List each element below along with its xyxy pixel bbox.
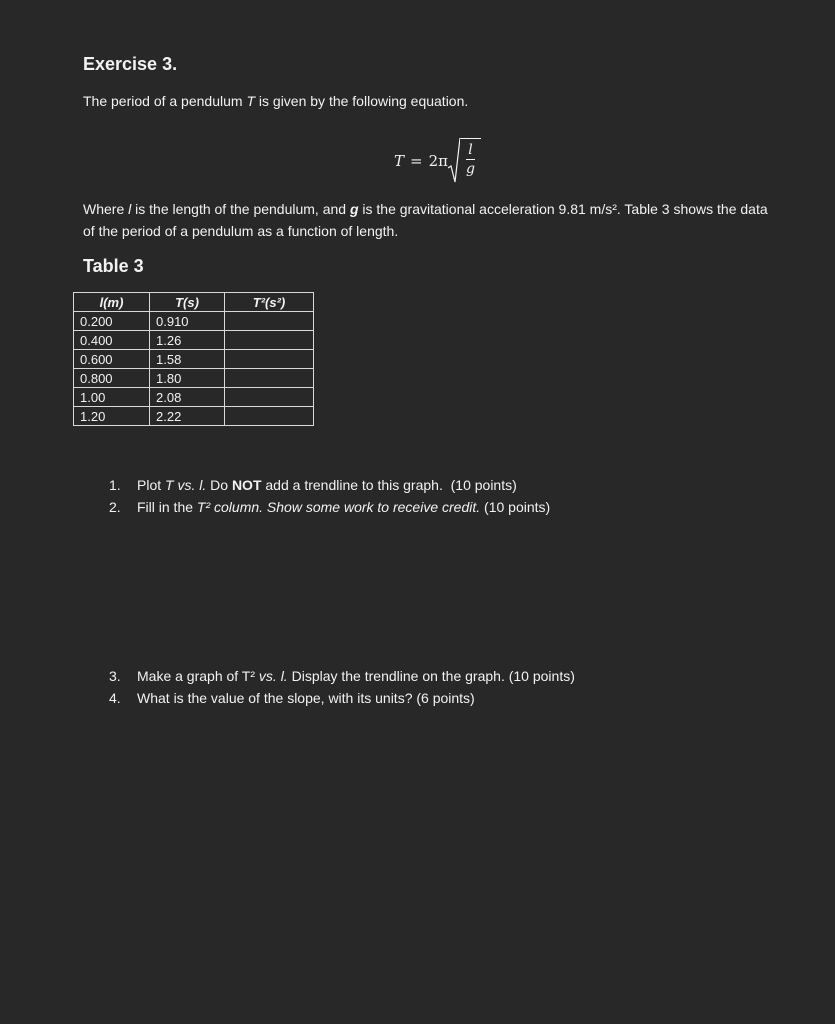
- question-list-1: [109, 474, 550, 518]
- table-row: [74, 312, 314, 331]
- question-segment: Do: [206, 477, 232, 493]
- question-item: [109, 687, 575, 709]
- cell-period: 1.26: [150, 331, 225, 350]
- fraction: [460, 138, 481, 184]
- question-segment: Plot: [137, 477, 166, 493]
- question-text: [137, 668, 575, 684]
- desc-var-g: g: [349, 201, 359, 217]
- cell-period: 1.80: [150, 369, 225, 388]
- cell-length: 0.400: [74, 331, 150, 350]
- cell-length: 0.800: [74, 369, 150, 388]
- cell-period: 0.910: [150, 312, 225, 331]
- question-segment: Fill in the: [137, 499, 197, 515]
- cell-period-squared[interactable]: [225, 388, 314, 407]
- equation-lhs: T: [394, 152, 405, 170]
- exercise-title: Exercise 3.: [83, 54, 178, 74]
- question-number: 4.: [109, 690, 121, 706]
- question-segment: What is the value of the slope, with its units? (6 points): [137, 690, 475, 706]
- fraction-numerator: l: [468, 142, 473, 158]
- question-text: [137, 477, 517, 493]
- intro-before: The period of a pendulum: [83, 93, 247, 109]
- header-period-squared: T²(s²): [225, 293, 314, 312]
- header-period: T(s): [150, 293, 225, 312]
- question-segment: add a trendline to this graph. (10 points): [261, 477, 517, 493]
- table-row: [74, 369, 314, 388]
- radical-sign-icon: [448, 138, 460, 184]
- question-segment: T vs. l.: [165, 477, 207, 493]
- cell-period-squared[interactable]: [225, 331, 314, 350]
- cell-period: 2.08: [150, 388, 225, 407]
- cell-length: 0.600: [74, 350, 150, 369]
- question-text: [137, 690, 475, 706]
- equation-coefficient: 2π: [428, 152, 448, 170]
- question-item: [109, 665, 575, 687]
- cell-period-squared[interactable]: [225, 312, 314, 331]
- desc-part1: Where: [83, 201, 129, 217]
- description-text: [83, 198, 783, 242]
- cell-length: 1.00: [74, 388, 150, 407]
- question-segment: (10 points): [480, 499, 551, 515]
- question-item: [109, 474, 550, 496]
- desc-part3: is the gravitational acceleration 9.81 m/s². Table 3 shows the data of the period of a pendulum as a function of length.: [83, 201, 768, 239]
- question-number: 1.: [109, 477, 121, 493]
- table-row: [74, 407, 314, 426]
- question-segment: Display the trendline on the graph. (10 points): [287, 668, 575, 684]
- table-row: [74, 331, 314, 350]
- square-root: [448, 138, 481, 184]
- question-number: 2.: [109, 499, 121, 515]
- equation-equals: =: [410, 152, 423, 170]
- intro-var-T: T: [246, 93, 256, 109]
- pendulum-equation: [394, 138, 481, 184]
- pendulum-data-table: [73, 292, 314, 426]
- question-list-2: [109, 665, 575, 709]
- desc-part2: is the length of the pendulum, and: [131, 201, 350, 217]
- table-row: [74, 388, 314, 407]
- cell-period-squared[interactable]: [225, 369, 314, 388]
- cell-length: 0.200: [74, 312, 150, 331]
- cell-period: 1.58: [150, 350, 225, 369]
- question-segment: vs. l.: [258, 668, 288, 684]
- fraction-denominator: g: [466, 161, 475, 177]
- desc-var-l: l: [128, 201, 132, 217]
- cell-period-squared[interactable]: [225, 350, 314, 369]
- cell-length: 1.20: [74, 407, 150, 426]
- cell-period-squared[interactable]: [225, 407, 314, 426]
- question-text: [137, 499, 550, 515]
- intro-after: is given by the following equation.: [255, 93, 469, 109]
- header-length: l(m): [74, 293, 150, 312]
- question-segment: NOT: [231, 477, 262, 493]
- intro-text: [83, 93, 468, 109]
- question-segment: Make a graph of T²: [137, 668, 259, 684]
- question-item: [109, 496, 550, 518]
- table-title: Table 3: [83, 256, 144, 276]
- table-row: [74, 350, 314, 369]
- question-segment: T² column. Show some work to receive credit.: [196, 499, 481, 515]
- cell-period: 2.22: [150, 407, 225, 426]
- table-header-row: [74, 293, 314, 312]
- question-number: 3.: [109, 668, 121, 684]
